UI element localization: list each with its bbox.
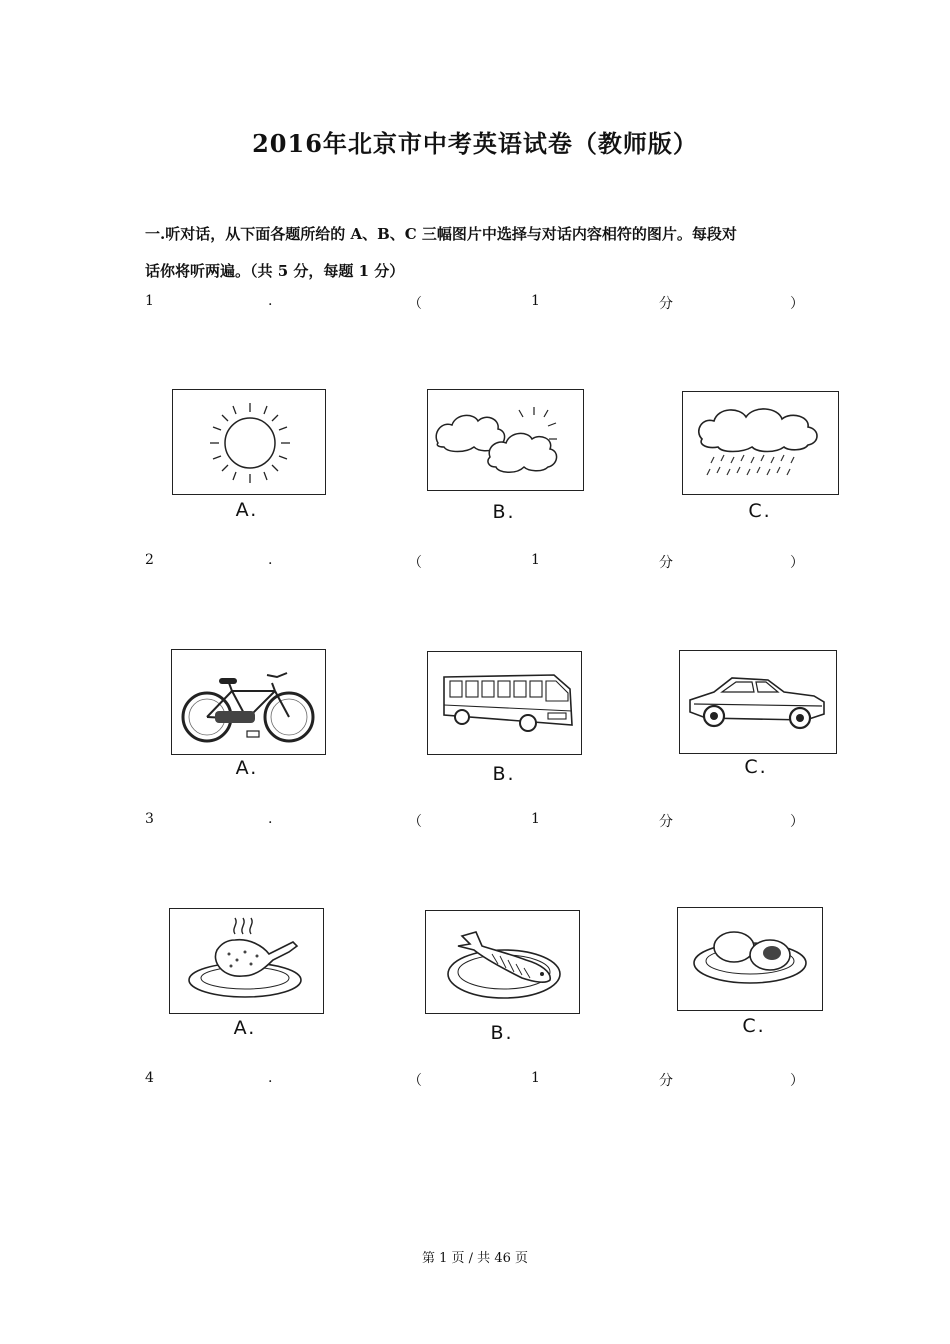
question-points: 1 [531, 1070, 540, 1086]
close-paren: ） [790, 1073, 804, 1089]
option-2c[interactable] [676, 648, 836, 788]
option-label: C. [744, 756, 768, 778]
option-1a[interactable] [167, 387, 327, 527]
option-3a[interactable] [165, 906, 325, 1046]
question-dot: . [268, 293, 273, 309]
points-unit: 分 [659, 814, 673, 830]
option-label: A. [233, 1017, 257, 1039]
question-dot: . [268, 1070, 273, 1086]
sun-icon [167, 387, 327, 497]
question-1 [145, 293, 805, 313]
question-dot: . [268, 552, 273, 568]
option-label: B. [492, 501, 516, 523]
option-2b[interactable] [424, 649, 584, 789]
fish-icon [422, 908, 582, 1018]
question-points: 1 [531, 811, 540, 827]
option-label: A. [235, 499, 259, 521]
open-paren: （ [408, 1073, 422, 1089]
option-label: B. [492, 763, 516, 785]
option-2a[interactable] [167, 647, 327, 787]
points-unit: 分 [659, 296, 673, 312]
chicken-leg-icon [165, 906, 325, 1016]
option-1b[interactable] [424, 387, 584, 527]
open-paren: （ [408, 296, 422, 312]
bicycle-icon [167, 647, 327, 757]
section-heading-line-2: 话你将听两遍。（共 5 分，每题 1 分） [145, 262, 405, 280]
question-number: 1 [145, 293, 154, 309]
question-dot: . [268, 811, 273, 827]
option-label: A. [235, 757, 259, 779]
question-points: 1 [531, 552, 540, 568]
close-paren: ） [790, 555, 804, 571]
question-points: 1 [531, 293, 540, 309]
question-number: 2 [145, 552, 154, 568]
close-paren: ） [790, 296, 804, 312]
points-unit: 分 [659, 555, 673, 571]
question-2 [145, 552, 805, 572]
option-label: C. [742, 1015, 766, 1037]
option-label: C. [748, 500, 772, 522]
question-4 [145, 1070, 805, 1090]
option-3b[interactable] [422, 908, 582, 1048]
question-3 [145, 811, 805, 831]
bus-icon [424, 649, 584, 759]
open-paren: （ [408, 814, 422, 830]
option-label: B. [490, 1022, 514, 1044]
question-number: 4 [145, 1070, 154, 1086]
section-heading-line-1: 一.听对话，从下面各题所给的 A、B、C 三幅图片中选择与对话内容相符的图片。每段对 [145, 225, 737, 243]
option-1c[interactable] [680, 389, 840, 529]
page-footer: 第 1 页 / 共 46 页 [422, 1251, 528, 1266]
question-number: 3 [145, 811, 154, 827]
close-paren: ） [790, 814, 804, 830]
points-unit: 分 [659, 1073, 673, 1089]
eggs-icon [674, 905, 834, 1015]
cloudy-sun-icon [424, 387, 584, 497]
open-paren: （ [408, 555, 422, 571]
rain-cloud-icon [680, 389, 840, 499]
option-3c[interactable] [674, 905, 834, 1045]
car-icon [676, 648, 836, 758]
section-heading [145, 216, 810, 290]
page-title: 2016年北京市中考英语试卷（教师版） [252, 129, 698, 158]
